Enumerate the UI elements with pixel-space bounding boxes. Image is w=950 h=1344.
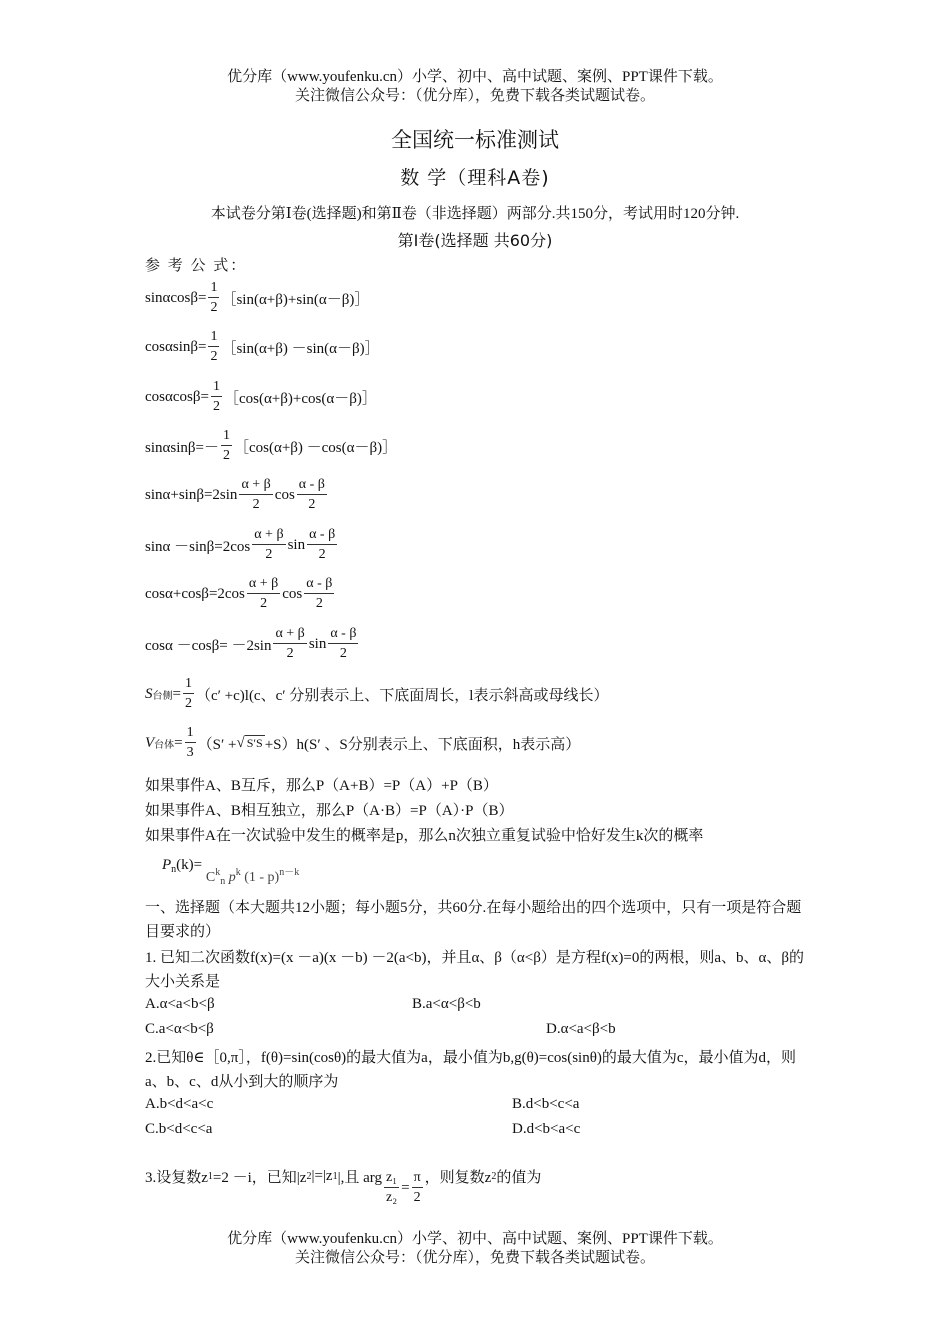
q3-sub-3: 1 xyxy=(332,1170,338,1182)
frac-den: 2 xyxy=(308,497,316,512)
q3-text-f: 的值为 xyxy=(496,1169,542,1186)
pn-c-sub: n xyxy=(220,876,226,887)
formula-6-lhs: sinα －sinβ=2cos xyxy=(145,538,251,555)
probability-rule-1: 如果事件A、B互斥，那么P（A+B）=P（A）+P（B） xyxy=(145,778,498,794)
doc-subtitle: 数 学（理科A卷) xyxy=(400,167,550,189)
formula-6 xyxy=(145,527,339,563)
frac-num: 1 xyxy=(185,725,196,743)
formula-4-rhs: ［cos(α+β) －cos(α－β)］ xyxy=(233,439,398,456)
s-fraction xyxy=(183,676,194,712)
binomial-term xyxy=(205,867,300,887)
pn-p-sup: k xyxy=(235,867,241,878)
formula-7-frac-a xyxy=(247,576,280,612)
sqrt-icon: √ xyxy=(236,734,245,751)
q3-equals: = xyxy=(401,1179,410,1196)
header-line-1: 优分库（www.youfenku.cn）小学、初中、高中试题、案例、PPT课件下载。 xyxy=(227,69,723,85)
frac-num: 1 xyxy=(183,676,194,694)
q3-arg-fraction xyxy=(384,1170,399,1206)
q2-option-d: D.d<b<a<c xyxy=(512,1121,581,1137)
pn-paren: (1 - p) xyxy=(244,870,280,885)
formula-8-frac-a xyxy=(273,626,306,662)
q3-text-a: 3.设复数z xyxy=(145,1169,208,1186)
formula-3-fraction xyxy=(211,379,222,415)
formula-5-mid: cos xyxy=(274,486,295,503)
formula-7-frac-b xyxy=(304,576,334,612)
frac-den: 2 xyxy=(212,399,220,414)
pn-c: C xyxy=(205,870,216,885)
frac-num: 1 xyxy=(221,428,232,446)
formula-frustum-area xyxy=(145,676,608,712)
pn-c-sup: k xyxy=(215,867,221,878)
formula-3 xyxy=(145,379,377,415)
frac-den: 2 xyxy=(260,596,268,611)
q3-text-c: |=|z xyxy=(311,1167,333,1184)
s-subscript: 台侧 xyxy=(152,690,173,702)
frac-num: α + β xyxy=(247,576,280,594)
formula-7-lhs: cosα+cosβ=2cos xyxy=(145,585,245,602)
frac-den: 2 xyxy=(265,547,273,562)
question-3-stem xyxy=(145,1158,542,1205)
frac-den: 2 xyxy=(318,547,326,562)
formula-3-rhs: ［cos(α+β)+cos(α－β)］ xyxy=(223,390,377,407)
frac-den: 3 xyxy=(186,745,194,760)
q1-option-c: C.a<α<b<β xyxy=(145,1021,214,1037)
frac-num: α + β xyxy=(252,527,285,545)
pn-subscript: n xyxy=(171,864,177,875)
frac-den: 2 xyxy=(339,646,347,661)
frac-num: α + β xyxy=(239,477,272,495)
frac-den: 2 xyxy=(184,696,192,711)
q3-rhs-fraction xyxy=(412,1170,423,1206)
formula-5-lhs: sinα+sinβ=2sin xyxy=(145,486,238,503)
formula-2-rhs: ［sin(α+β) －sin(α－β)］ xyxy=(221,340,380,357)
frac-num: 1 xyxy=(208,280,219,298)
pn-paren-sup: n－k xyxy=(279,867,300,878)
q2-option-a: A.b<d<a<c xyxy=(145,1096,214,1112)
q3-text-d: |,且 arg xyxy=(337,1169,382,1186)
formula-4-lhs: sinαsinβ=－ xyxy=(145,439,219,456)
frac-num: α - β xyxy=(297,477,327,495)
doc-intro: 本试卷分第Ⅰ卷(选择题)和第Ⅱ卷（非选择题）两部分.共150分，考试用时120分钟. xyxy=(210,206,740,222)
s-equals: = xyxy=(172,685,181,702)
frac-den: 2 xyxy=(413,1190,421,1205)
frac-den: z₂ xyxy=(385,1190,398,1205)
formula-2-lhs: cosαsinβ= xyxy=(145,338,207,355)
pn-p: p xyxy=(228,870,236,885)
footer-line-1: 优分库（www.youfenku.cn）小学、初中、高中试题、案例、PPT课件下载。 xyxy=(227,1231,723,1247)
v-rhs-2: +S）h(S′ 、S分别表示上、下底面积，h表示高） xyxy=(264,736,581,753)
formula-1-lhs: sinαcosβ= xyxy=(145,289,207,306)
binomial-formula xyxy=(162,851,300,887)
pn-symbol: P xyxy=(162,857,172,873)
formula-5-frac-a xyxy=(239,477,272,513)
formula-2-fraction xyxy=(208,329,219,365)
doc-title: 全国统一标准测试 xyxy=(391,128,559,152)
frac-den: 2 xyxy=(286,646,294,661)
formula-6-frac-a xyxy=(252,527,285,563)
frac-den: 2 xyxy=(252,497,260,512)
frac-num: α - β xyxy=(304,576,334,594)
formula-8-lhs: cosα －cosβ= －2sin xyxy=(145,637,272,654)
v-equals: = xyxy=(174,734,183,751)
q3-sub-4: 2 xyxy=(491,1170,497,1182)
frac-num: α - β xyxy=(307,527,337,545)
footer-banner xyxy=(0,1230,950,1268)
formula-4-fraction xyxy=(221,428,232,464)
v-symbol: V xyxy=(145,734,155,751)
part1-heading: 第Ⅰ卷(选择题 共60分) xyxy=(397,231,553,250)
footer-line-2: 关注微信公众号：（优分库），免费下载各类试题试卷。 xyxy=(294,1250,655,1266)
frac-den: 2 xyxy=(315,596,323,611)
v-fraction xyxy=(185,725,196,761)
q1-option-d: D.α<a<β<b xyxy=(546,1021,616,1037)
formula-3-lhs: cosαcosβ= xyxy=(145,388,209,405)
formula-4 xyxy=(145,428,397,464)
header-line-2: 关注微信公众号：（优分库），免费下载各类试题试卷。 xyxy=(294,88,655,104)
q1-option-a: A.α<a<b<β xyxy=(145,996,215,1012)
s-symbol: S xyxy=(145,685,153,702)
formula-6-mid: sin xyxy=(287,536,306,553)
pn-mid: (k)= xyxy=(176,857,203,873)
formula-1 xyxy=(145,280,369,316)
question-1-stem: 1. 已知二次函数f(x)=(x －a)(x －b) －2(a<b)，并且α、β（α<β）是方程f(x)=0的两根，则a、b、α、β的大小关系是 xyxy=(145,950,804,990)
ref-formula-label: 参 考 公 式： xyxy=(145,258,248,274)
q1-option-b: B.a<α<β<b xyxy=(412,996,481,1012)
formula-5-frac-b xyxy=(297,477,327,513)
q2-option-b: B.d<b<c<a xyxy=(512,1096,580,1112)
frac-num: z₁ xyxy=(384,1170,399,1188)
q2-option-c: C.b<d<c<a xyxy=(145,1121,213,1137)
formula-7 xyxy=(145,576,336,612)
frac-den: 2 xyxy=(210,349,218,364)
frac-num: α - β xyxy=(328,626,358,644)
formula-1-rhs: ［sin(α+β)+sin(α－β)］ xyxy=(221,291,370,308)
formula-7-mid: cos xyxy=(282,585,303,602)
formula-8-frac-b xyxy=(328,626,358,662)
frac-num: α + β xyxy=(273,626,306,644)
section-1-heading: 一、选择题（本大题共12小题；每小题5分，共60分.在每小题给出的四个选项中，只有一项是符合题目要求的） xyxy=(145,900,802,940)
v-rhs-1: （S′ + xyxy=(197,736,237,753)
q3-sub-1: 1 xyxy=(207,1170,213,1182)
frac-num: π xyxy=(412,1170,423,1188)
formula-1-fraction xyxy=(208,280,219,316)
probability-rule-2: 如果事件A、B相互独立，那么P（A·B）=P（A）·P（B） xyxy=(145,803,514,819)
formula-frustum-volume xyxy=(145,725,580,761)
v-subscript: 台体 xyxy=(154,739,175,751)
formula-8-mid: sin xyxy=(308,635,327,652)
q3-sub-2: 2 xyxy=(306,1170,312,1182)
frac-den: 2 xyxy=(222,448,230,463)
frac-num: 1 xyxy=(211,379,222,397)
s-rhs: （c′ +c)l(c、c′ 分别表示上、下底面周长，l表示斜高或母线长） xyxy=(195,687,609,704)
q3-text-e: ，则复数z xyxy=(424,1169,492,1186)
probability-rule-3: 如果事件A在一次试验中发生的概率是p，那么n次独立重复试验中恰好发生k次的概率 xyxy=(145,828,704,844)
v-sqrt-content: S′S xyxy=(246,736,263,750)
q3-text-b: =2 －i，已知|z xyxy=(212,1169,307,1186)
formula-5 xyxy=(145,477,329,513)
formula-8 xyxy=(145,626,360,662)
header-banner xyxy=(0,68,950,106)
formula-2 xyxy=(145,329,380,365)
frac-den: 2 xyxy=(210,300,218,315)
question-2-stem: 2.已知θ∈［0,π］，f(θ)=sin(cosθ)的最大值为a，最小值为b,g(θ)=cos(sinθ)的最大值为c，最小值为d，则a、b、c、d从小到大的顺序为 xyxy=(145,1050,797,1090)
formula-6-frac-b xyxy=(307,527,337,563)
frac-num: 1 xyxy=(208,329,219,347)
